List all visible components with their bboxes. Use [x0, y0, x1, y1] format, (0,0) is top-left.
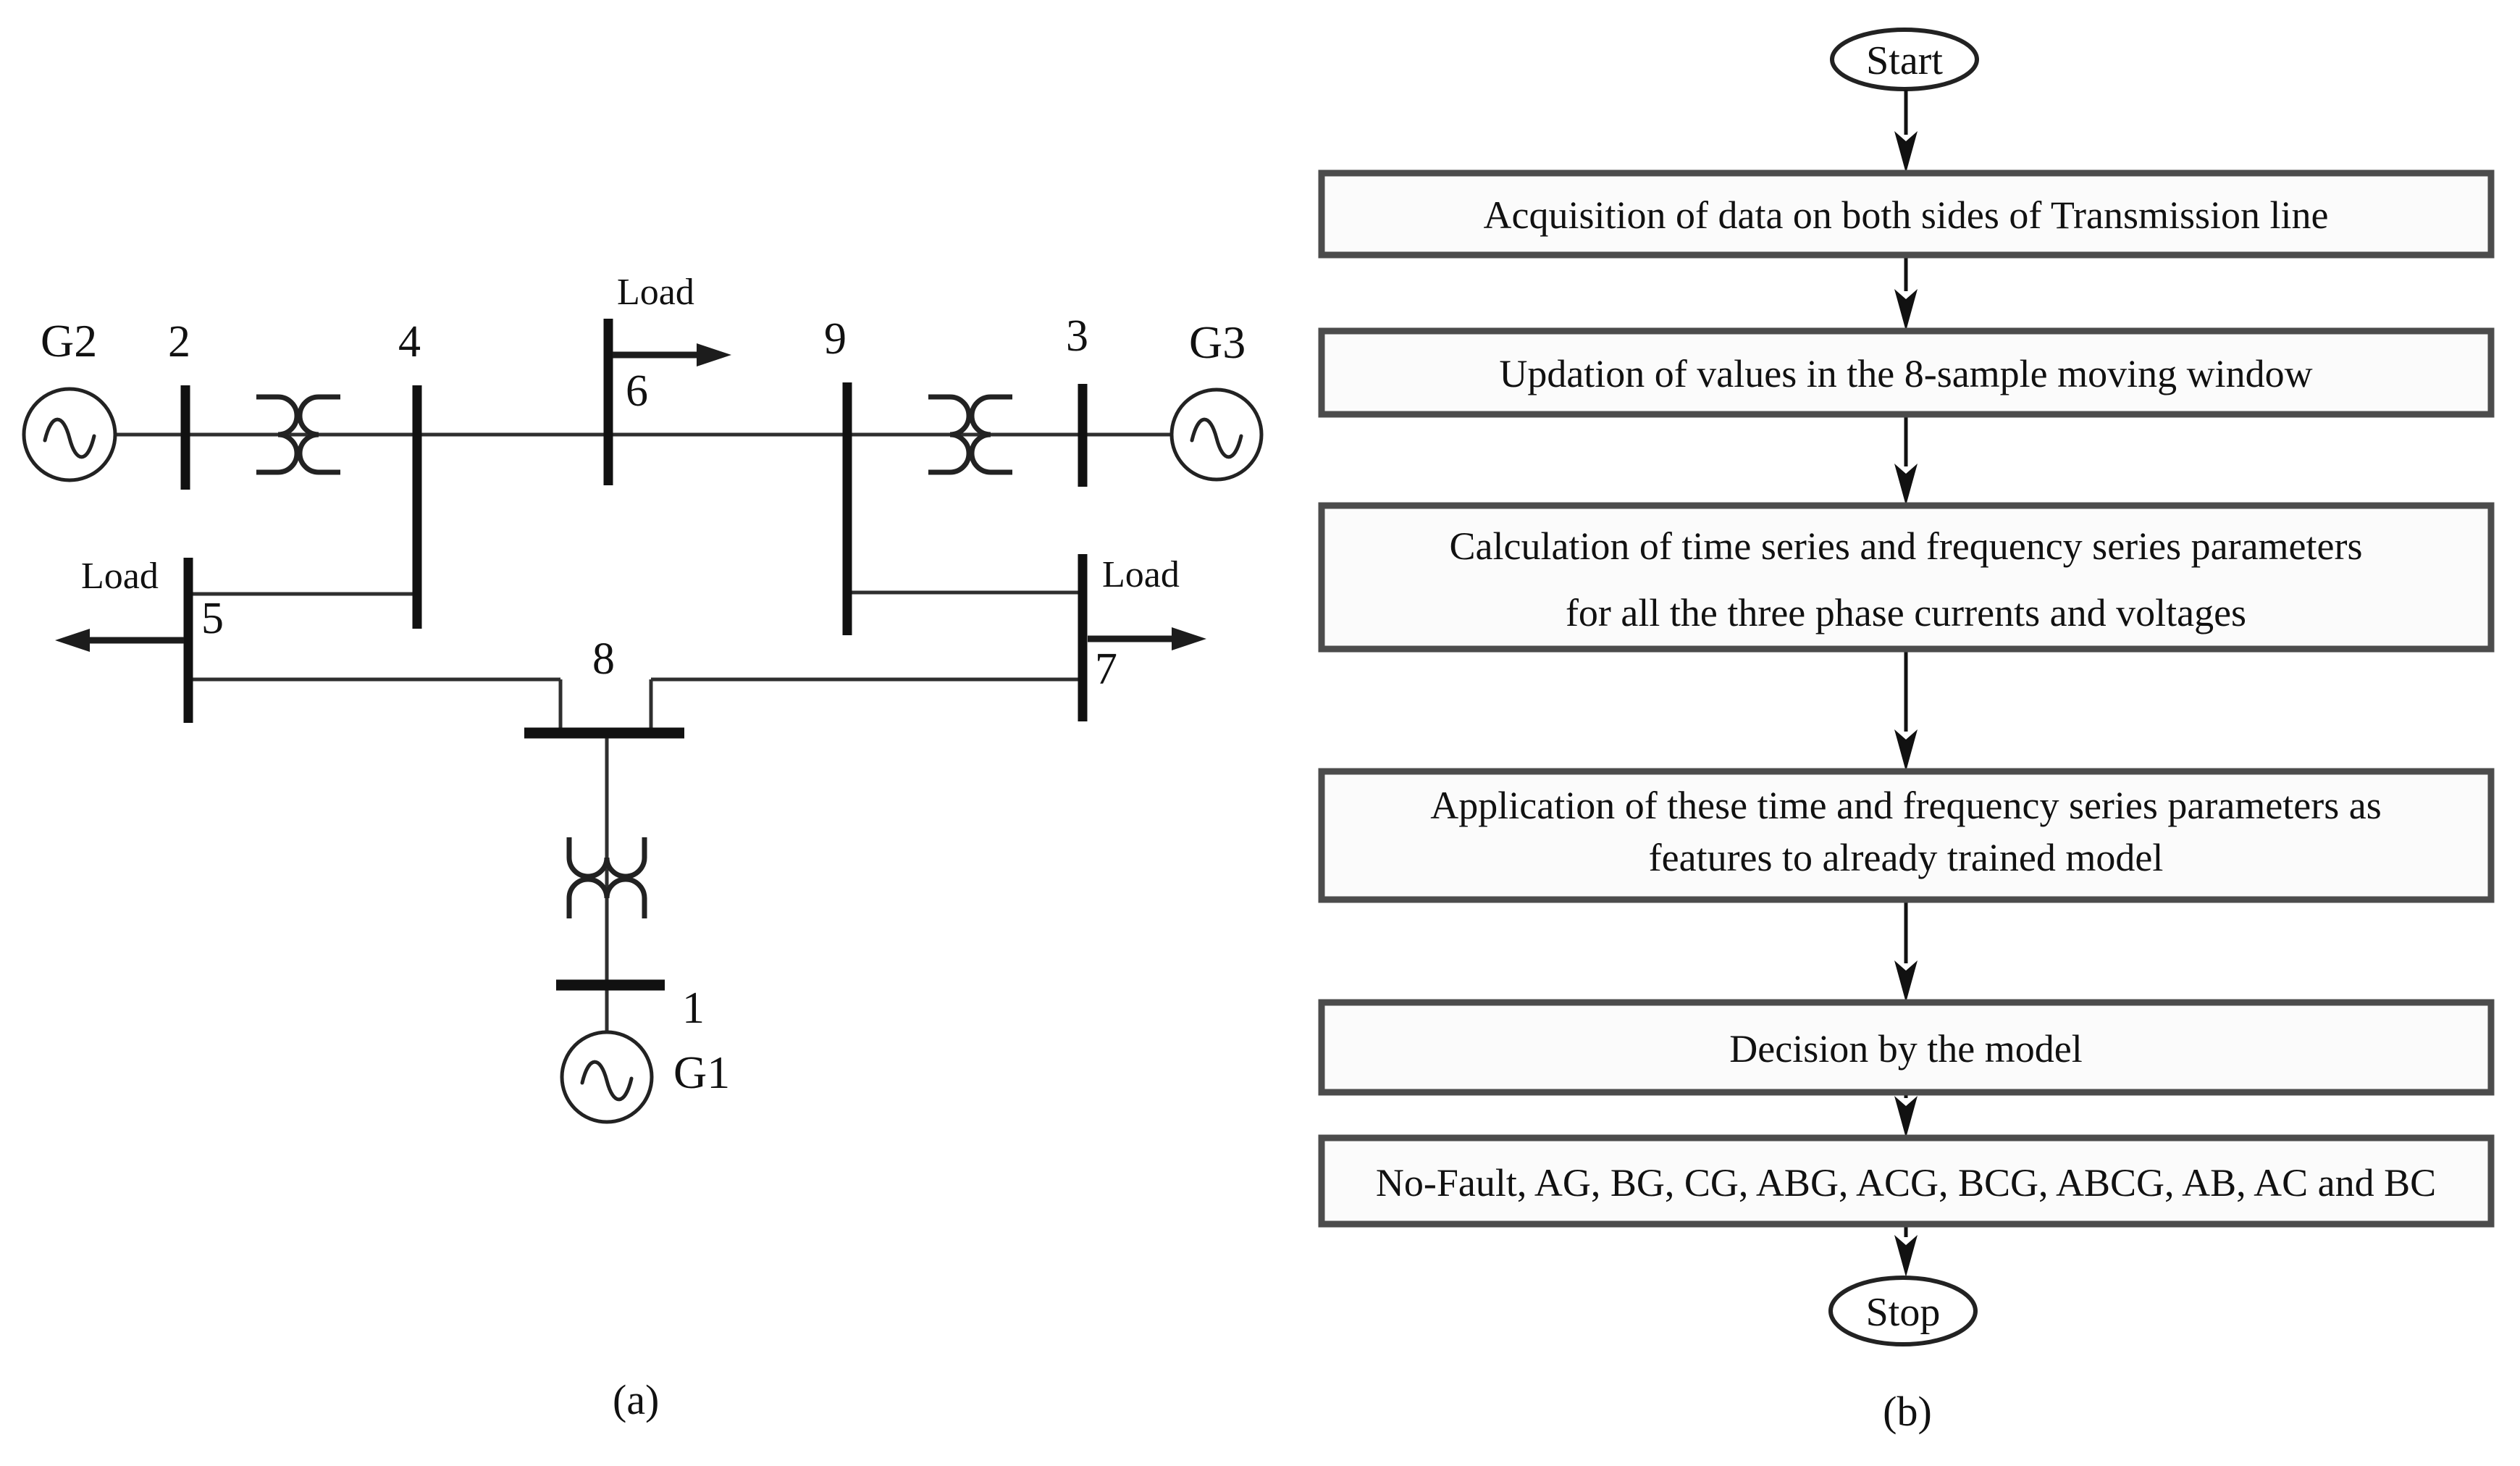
generator-g2: [24, 315, 115, 480]
flow-arrows: [1894, 90, 1918, 1277]
flow-arrow-3-head-icon: [1894, 464, 1918, 506]
generator-g3-label: G3: [1189, 317, 1246, 368]
flow-arrow-6-head-icon: [1894, 1096, 1918, 1138]
bus-3-label: 3: [1066, 311, 1088, 361]
load-bus7-label: Load: [1102, 554, 1180, 595]
load-bus5: [55, 556, 184, 652]
generator-g1-label: G1: [673, 1047, 731, 1098]
flow-step-4: [1322, 771, 2491, 900]
load-bus7: [1088, 554, 1206, 650]
generator-g3: [1172, 317, 1261, 479]
bus-6-label: 6: [626, 366, 648, 416]
load-bus5-label: Load: [81, 556, 159, 597]
flow-step-2-text: Updation of values in the 8-sample moving window: [1499, 352, 2313, 395]
bus-8-label: 8: [592, 634, 615, 684]
flow-arrow-2-head-icon: [1894, 289, 1918, 331]
load-bus6-label: Load: [617, 272, 694, 313]
bus-4-label: 4: [398, 317, 421, 366]
generator-g1: [562, 1032, 730, 1122]
bus-5-label: 5: [201, 594, 224, 643]
flow-step-6: [1322, 1138, 2491, 1224]
flow-step-3: [1322, 506, 2491, 649]
bus-7-label: 7: [1095, 645, 1117, 694]
panel-b-caption: (b): [1883, 1388, 1932, 1435]
flow-step-2: [1322, 331, 2491, 414]
generator-g2-label: G2: [41, 315, 98, 366]
flowchart: [1322, 30, 2491, 1435]
flow-step-1-text: Acquisition of data on both sides of Transmission line: [1483, 193, 2329, 237]
flow-step-4-text-line2: features to already trained model: [1648, 836, 2164, 879]
panel-a-caption: (a): [613, 1376, 660, 1423]
bus-2-label: 2: [168, 317, 190, 366]
flow-arrow-7-head-icon: [1894, 1235, 1918, 1277]
flow-step-4-text-line1: Application of these time and frequency series parameters as: [1430, 784, 2382, 827]
flow-step-5: [1322, 1002, 2491, 1092]
flow-step-6-text: No-Fault, AG, BG, CG, ABG, ACG, BCG, ABCG, AB, AC and BC: [1375, 1161, 2437, 1205]
flow-arrow-1-head-icon: [1894, 131, 1918, 173]
single-line-diagram: [24, 272, 1261, 1423]
load-bus7-arrowhead-icon: [1172, 627, 1206, 650]
flowchart-stop-label: Stop: [1865, 1290, 1941, 1335]
flow-arrow-5-head-icon: [1894, 960, 1918, 1002]
bus-1-label: 1: [682, 984, 705, 1033]
load-bus5-arrowhead-icon: [55, 629, 90, 652]
flow-step-5-text: Decision by the model: [1729, 1027, 2083, 1071]
load-bus6-arrowhead-icon: [697, 343, 731, 366]
flowchart-start-label: Start: [1866, 38, 1943, 83]
flow-step-3-text-line1: Calculation of time series and frequency series parameters: [1449, 524, 2363, 568]
flow-step-3-text-line2: for all the three phase currents and voltages: [1565, 591, 2247, 634]
flow-step-1: [1322, 173, 2491, 255]
load-bus6: [613, 272, 731, 366]
bus-9-label: 9: [824, 314, 847, 364]
flow-arrow-4-head-icon: [1894, 729, 1918, 771]
